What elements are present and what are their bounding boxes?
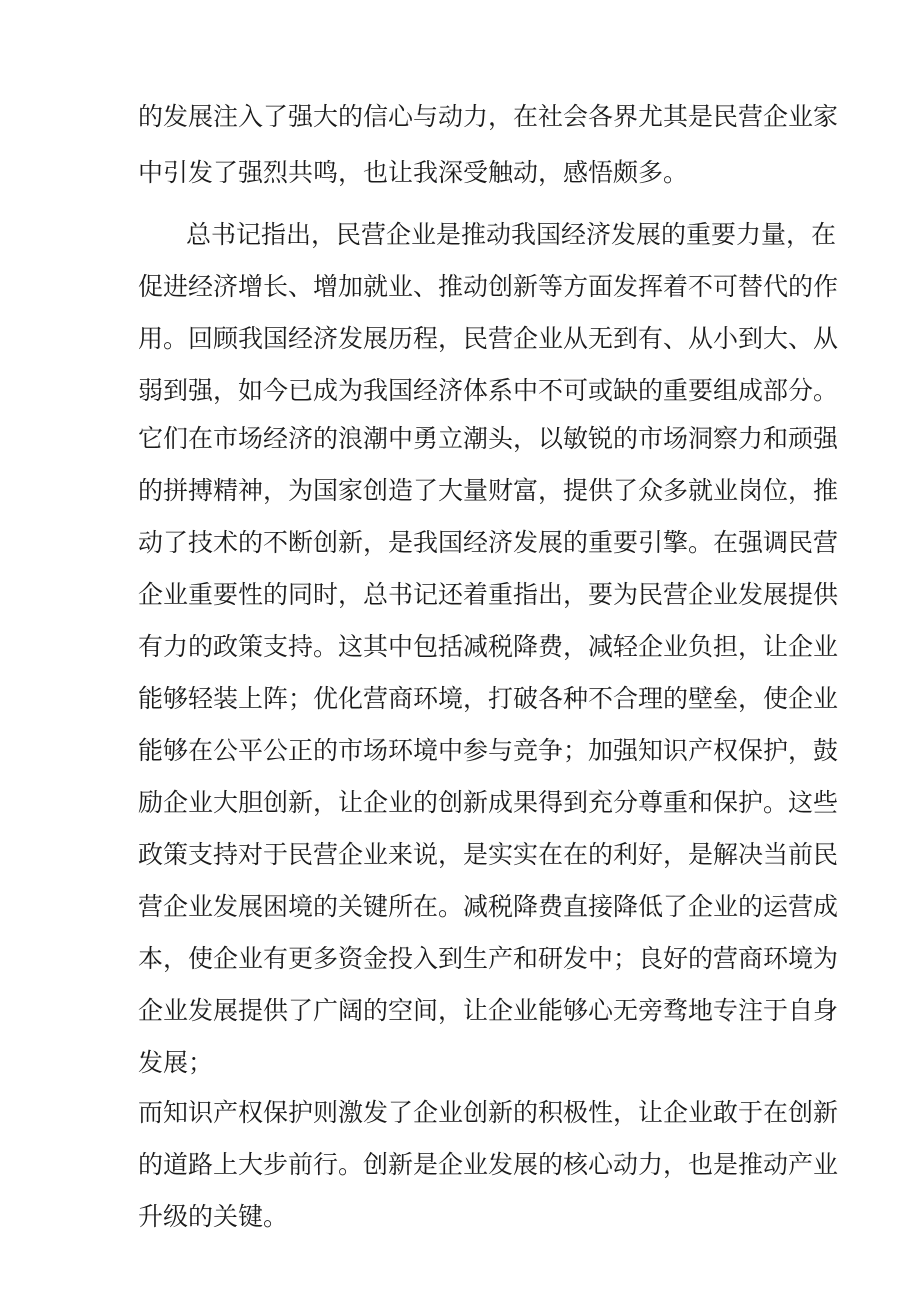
text-line-8: 的拼搏精神，为国家创造了大量财富，提供了众多就业岗位，推 (138, 476, 839, 505)
text-line-19: 发展； (138, 1048, 214, 1077)
text-line-11: 有力的政策支持。这其中包括减税降费，减轻企业负担，让企业 (138, 632, 839, 661)
text-line-4: 促进经济增长、增加就业、推动创新等方面发挥着不可替代的作 (138, 272, 839, 301)
text-line-22: 升级的关键。 (138, 1202, 289, 1231)
text-line-15: 政策支持对于民营企业来说，是实实在在的利好，是解决当前民 (138, 840, 839, 869)
text-line-5: 用。回顾我国经济发展历程，民营企业从无到有、从小到大、从 (138, 324, 839, 353)
text-line-9: 动了技术的不断创新，是我国经济发展的重要引擎。在强调民营 (138, 528, 839, 557)
text-line-14: 励企业大胆创新，让企业的创新成果得到充分尊重和保护。这些 (138, 788, 839, 817)
text-line-2: 中引发了强烈共鸣，也让我深受触动，感悟颇多。 (138, 158, 689, 187)
text-line-10: 企业重要性的同时，总书记还着重指出，要为民营企业发展提供 (138, 580, 839, 609)
text-line-3: 总书记指出，民营企业是推动我国经济发展的重要力量，在 (186, 220, 837, 249)
text-line-21: 的道路上大步前行。创新是企业发展的核心动力，也是推动产业 (138, 1150, 839, 1179)
text-line-12: 能够轻装上阵；优化营商环境，打破各种不合理的壁垒，使企业 (138, 684, 839, 713)
text-line-7: 它们在市场经济的浪潮中勇立潮头，以敏锐的市场洞察力和顽强 (138, 424, 839, 453)
text-line-16: 营企业发展困境的关键所在。减税降费直接降低了企业的运营成 (138, 892, 839, 921)
text-line-6: 弱到强，如今已成为我国经济体系中不可或缺的重要组成部分。 (138, 376, 839, 405)
text-line-1: 的发展注入了强大的信心与动力，在社会各界尤其是民营企业家 (138, 102, 839, 131)
text-line-17: 本，使企业有更多资金投入到生产和研发中；良好的营商环境为 (138, 944, 839, 973)
text-line-20: 而知识产权保护则激发了企业创新的积极性，让企业敢于在创新 (138, 1098, 839, 1127)
text-line-18: 企业发展提供了广阔的空间，让企业能够心无旁骛地专注于自身 (138, 996, 839, 1025)
text-line-13: 能够在公平公正的市场环境中参与竞争；加强知识产权保护，鼓 (138, 736, 839, 765)
